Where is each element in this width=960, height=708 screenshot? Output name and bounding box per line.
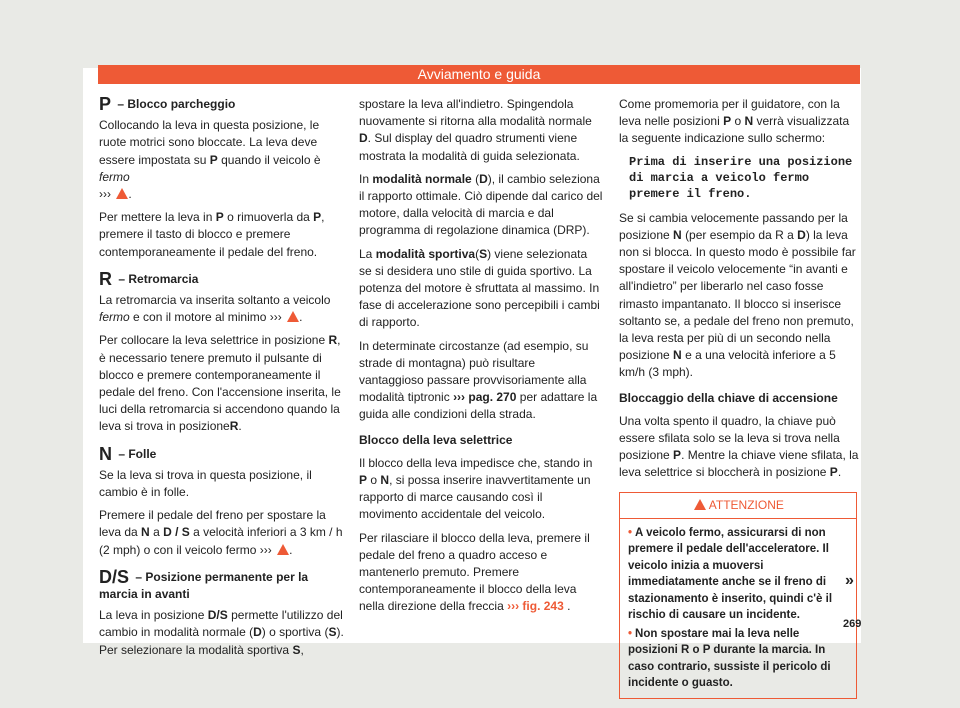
- list-item: • A veicolo fermo, assicurarsi di non premere il pedale dell'acceleratore. Il veicolo inizia a muoversi immediatamente anche se il freno di stazionamento è inserito, quindi c'è il rischio di causare un incidente.: [628, 526, 833, 622]
- paragraph: Premere il pedale del freno per spostare la leva da N a D / S a velocità inferiori a 3 km / h (2 mph) o con il veicolo fermo ››› .: [99, 508, 343, 557]
- paragraph: Per rilasciare il blocco della leva, premere il pedale del freno a quadro acceso e mantenerlo premuto. Premere contemporaneamente il blocco della leva nella direzione della freccia ››› fig. 243 .: [359, 530, 590, 614]
- list-item: • Non spostare mai la leva nelle posizioni R o P durante la marcia. In caso contrario, sussiste il pericolo di incidente o guasto.: [628, 627, 831, 690]
- paragraph: Per mettere la leva in P o rimuoverla da P, premere il tasto di blocco e premere contemporaneamente il pedale del freno.: [99, 210, 325, 259]
- warning-icon: [287, 311, 299, 322]
- paragraph: Se la leva si trova in questa posizione, il cambio è in folle.: [99, 467, 312, 500]
- paragraph: La retromarcia va inserita soltanto a veicolo fermo e con il motore al minimo ››› .: [99, 293, 331, 325]
- warning-box-body: [620, 519, 856, 698]
- paragraph: Per collocare la leva selettrice in posizione R, è necessario tenere premuto il pulsante di blocco e premere contemporaneamente il pedale del freno. Con l'accensione inserita, le luci della retromarcia si accendono quando la leva si trova in posizioneR.: [99, 333, 341, 434]
- subheading: Bloccaggio della chiave di accensione: [619, 390, 838, 405]
- paragraph: Una volta spento il quadro, la chiave può essere sfilata solo se la leva si trova nella posizione P. Mentre la chiave viene sfilata, la leva selettrice si bloccherà in posizione P.: [619, 413, 859, 480]
- warning-icon: [116, 188, 128, 199]
- figure-ref-link[interactable]: ››› fig. 243: [507, 599, 564, 614]
- paragraph: Il blocco della leva impedisce che, stando in P o N, si possa inserire inavvertitamente un rapporto di marce causando così il movimento accidentale del veicolo.: [359, 455, 593, 522]
- subheading: Blocco della leva selettrice: [359, 432, 513, 447]
- paragraph: In determinate circostanze (ad esempio, su strade di montagna) può risultare vantaggioso passare provvisoriamente alla modalità tiptronic ››› pag. 270 per adattare la guida alle condizioni della strada.: [359, 338, 598, 422]
- heading-n: N – Folle: [99, 443, 157, 464]
- heading-ds: D/S – Posizione permanente per la marcia in avanti: [99, 566, 309, 602]
- display-message: Prima di inserire una posizione di marcia a veicolo fermo premere il freno.: [629, 154, 853, 201]
- warning-icon: [277, 544, 289, 555]
- column-1: [99, 96, 347, 665]
- paragraph: Collocando la leva in questa posizione, le ruote motrici sono bloccate. La leva deve essere impostata su P quando il veicolo è fermo ››› .: [99, 118, 321, 202]
- heading-r: R – Retromarcia: [99, 268, 199, 289]
- paragraph: In modalità normale (D), il cambio seleziona il rapporto ottimale. Ciò dipende dal carico del motore, dalla velocità di marcia e dal programma di regolazione dinamica (DRP).: [359, 171, 603, 238]
- paragraph: Se si cambia velocemente passando per la posizione N (per esempio da R a D) la leva non si blocca. In questo modo è possibile far spostare il veicolo velocemente “in avanti e all'indietro” per liberarlo nel caso fosse rimasto impantanato. Il blocco si inserisce soltanto se, a pedale del freno non premuto, la leva resta per più di un secondo nella posizione N e a una velocità inferiore a 5 km/h (3 mph).: [619, 210, 856, 380]
- warning-box-header: ATTENZIONE: [620, 493, 856, 519]
- paragraph: La leva in posizione D/S permette l'utilizzo del cambio in modalità normale (D) o sportiva (S). Per selezionare la modalità sportiva S,: [99, 608, 344, 657]
- column-3: [619, 96, 862, 699]
- warning-icon: [694, 499, 706, 510]
- page-number: 269: [843, 618, 862, 630]
- section-header: Avviamento e guida: [98, 65, 860, 84]
- heading-p: P – Blocco parcheggio: [99, 94, 236, 114]
- warning-box: [619, 492, 857, 699]
- column-2: [359, 96, 603, 622]
- paragraph: Come promemoria per il guidatore, con la leva nelle posizioni P o N verrà visualizzata la seguente indicazione sullo schermo:: [619, 97, 850, 146]
- paragraph: spostare la leva all'indietro. Spingendola nuovamente si ritorna alla modalità normale D. Sul display del quadro strumenti viene mostrata la modalità di guida selezionata.: [359, 97, 592, 163]
- paragraph: La modalità sportiva(S) viene selezionata se si desidera uno stile di guida sportivo. La potenza del motore è sfruttata al massimo. In fase di accelerazione sono percepibili i cambi di rapporto.: [359, 246, 600, 330]
- continue-marker: »: [845, 572, 854, 589]
- page-ref-link[interactable]: ››› pag. 270: [453, 390, 517, 405]
